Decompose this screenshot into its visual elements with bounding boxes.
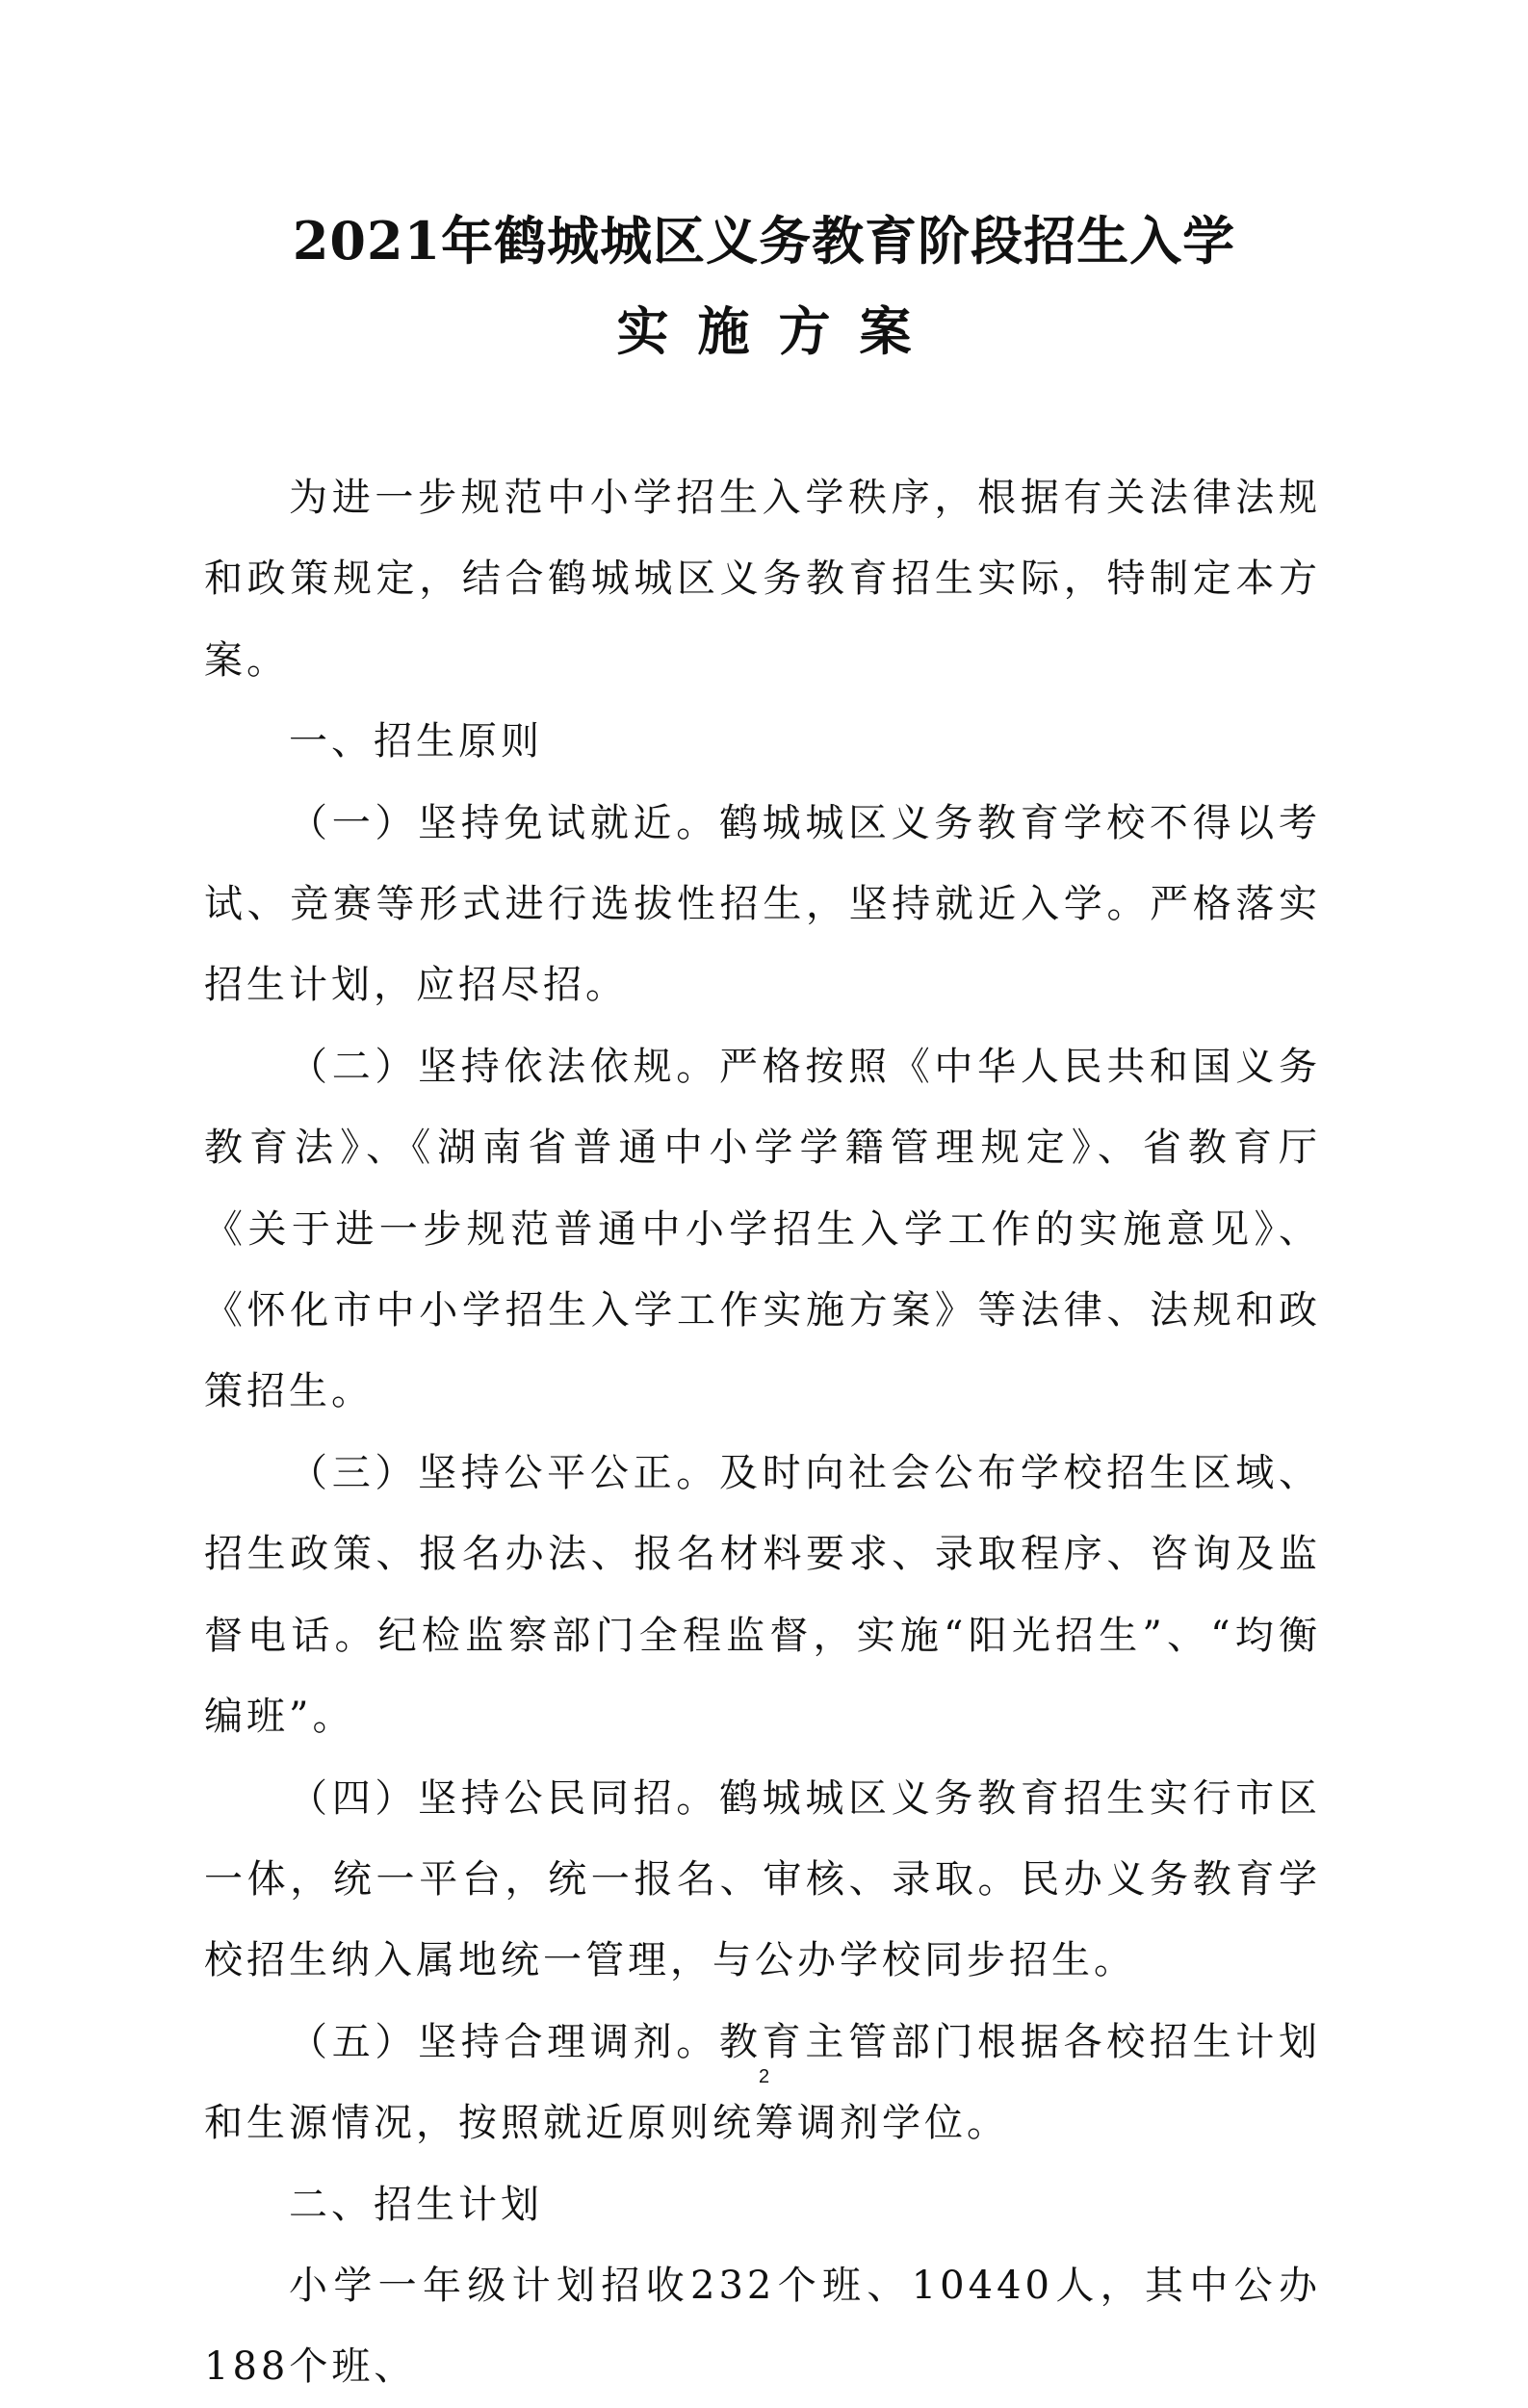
page-number: 2 [758,2066,770,2087]
paragraph-principle-4: （四）坚持公民同招。鹤城城区义务教育招生实行市区一体，统一平台，统一报名、审核、录取。民办义务教育学校招生纳入属地统一管理，与公办学校同步招生。 [204,1775,1321,1983]
paragraph-principle-1: （一）坚持免试就近。鹤城城区义务教育学校不得以考试、竞赛等形式进行选拔性招生，坚持就近入学。严格落实招生计划，应招尽招。 [204,800,1321,1008]
paragraph-intro: 为进一步规范中小学招生入学秩序，根据有关法律法规和政策规定，结合鹤城城区义务教育招生实际，特制定本方案。 [204,476,1321,683]
document-body [204,457,1321,2408]
document-title-line2: 实施方案 [616,300,941,362]
paragraph-plan: 小学一年级计划招收232个班、10440人，其中公办188个班、 [204,2263,1321,2390]
paragraph-principle-2: （二）坚持依法依规。严格按照《中华人民共和国义务教育法》、《湖南省普通中小学学籍管理规定》、省教育厅《关于进一步规范普通中小学招生入学工作的实施意见》、《怀化市中小学招生入学工作实施方案》等法律、法规和政策招生。 [204,1044,1321,1414]
paragraph-principle-3: （三）坚持公平公正。及时向社会公布学校招生区域、招生政策、报名办法、报名材料要求、录取程序、咨询及监督电话。纪检监察部门全程监督，实施“阳光招生”、“均衡编班”。 [204,1450,1321,1740]
section-heading-plan: 二、招生计划 [289,2182,543,2227]
section-heading-principles: 一、招生原则 [289,719,543,764]
document-title-line1: 2021年鹤城城区义务教育阶段招生入学 [292,210,1236,272]
paragraph-principle-5: （五）坚持合理调剂。教育主管部门根据各校招生计划和生源情况，按照就近原则统筹调剂学位。 [204,2019,1321,2146]
